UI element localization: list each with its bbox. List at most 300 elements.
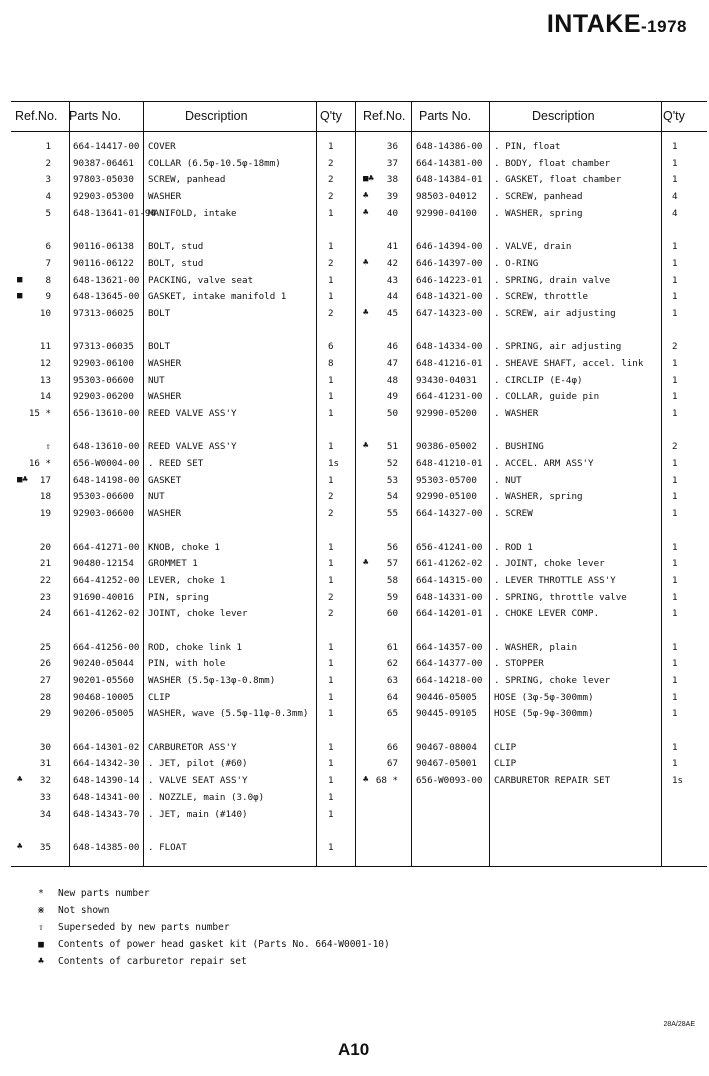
description: WASHER, wave (5.5φ-11φ-0.3mm) xyxy=(148,708,309,720)
part-number: 664-14381-00 xyxy=(416,157,483,169)
quantity: 1 xyxy=(672,291,678,303)
part-number: 90387-06461 xyxy=(73,157,134,169)
ref-number: 21 xyxy=(39,558,51,570)
marker: ♣ xyxy=(363,558,369,569)
part-number: 664-14218-00 xyxy=(416,675,483,686)
ref-number: 33 xyxy=(39,791,51,803)
part-number: 664-14301-02 xyxy=(73,741,140,753)
part-number: 664-14315-00 xyxy=(416,574,483,586)
quantity: 1 xyxy=(328,758,334,770)
quantity: 1 xyxy=(328,775,334,787)
description: . WASHER, plain xyxy=(494,641,577,653)
part-number: 92903-06600 xyxy=(73,508,134,520)
table-row xyxy=(11,756,707,773)
quantity: 1 xyxy=(672,257,678,269)
parts-table xyxy=(11,101,707,867)
description: HOSE (5φ-9φ-300mm) xyxy=(494,708,594,720)
description: NUT xyxy=(148,374,165,386)
description: . ACCEL. ARM ASS'Y xyxy=(494,458,594,470)
ref-number: 27 xyxy=(39,675,51,686)
part-number: 92990-04100 xyxy=(416,207,477,219)
part-number: 90467-08004 xyxy=(416,741,477,753)
part-number: 664-14377-00 xyxy=(416,658,483,670)
ref-number: 63 xyxy=(386,675,398,686)
part-number: 656-W0004-00 xyxy=(73,458,140,470)
table-row xyxy=(11,656,707,673)
marker: ♣ xyxy=(363,775,369,786)
description: . SPRING, drain valve xyxy=(494,274,611,286)
part-number: 90467-05001 xyxy=(416,758,477,770)
ref-number: 2 xyxy=(45,157,51,169)
part-number: 90201-05560 xyxy=(73,675,134,686)
description: . JET, pilot (#60) xyxy=(148,758,248,770)
ref-number: 42 xyxy=(386,257,398,269)
ref-number: 19 xyxy=(39,508,51,520)
part-number: 664-14357-00 xyxy=(416,641,483,653)
description: CARBURETOR ASS'Y xyxy=(148,741,237,753)
quantity: 2 xyxy=(328,608,334,620)
table-row xyxy=(11,406,707,423)
ref-number: 28 xyxy=(39,691,51,703)
part-number: 648-41210-01 xyxy=(416,458,483,470)
ref-number: 60 xyxy=(386,608,398,620)
description: NUT xyxy=(148,491,165,503)
legend-symbol: ♣ xyxy=(38,956,44,967)
quantity: 1 xyxy=(328,291,334,303)
table-row xyxy=(11,289,707,306)
ref-number: 30 xyxy=(39,741,51,753)
part-number: 648-14386-00 xyxy=(416,141,483,152)
ref-number: 1 xyxy=(45,141,51,152)
description: ROD, choke link 1 xyxy=(148,641,243,653)
description: . FLOAT xyxy=(148,841,187,853)
table-row xyxy=(11,439,707,456)
table-row xyxy=(11,373,707,390)
ref-number: 4 xyxy=(45,191,51,203)
ref-number: 46 xyxy=(386,341,398,353)
page-title: INTAKE-1978 xyxy=(546,10,687,38)
ref-number: 34 xyxy=(39,808,51,820)
quantity: 1 xyxy=(328,274,334,286)
description: BOLT xyxy=(148,341,171,353)
table-row xyxy=(11,139,707,156)
ref-number: 50 xyxy=(386,408,398,419)
ref-number: 12 xyxy=(39,357,51,369)
marker: ♣ xyxy=(17,775,23,786)
quantity: 1 xyxy=(328,574,334,586)
quantity: 8 xyxy=(328,357,334,369)
part-number: 648-14341-00 xyxy=(73,791,140,803)
legend-text: Contents of power head gasket kit (Parts No. 664-W0001-10) xyxy=(58,939,390,950)
quantity: 1 xyxy=(672,391,678,403)
marker: ■ xyxy=(17,274,23,285)
description: . SCREW, throttle xyxy=(494,291,589,303)
quantity: 1 xyxy=(672,508,678,520)
quantity: 1 xyxy=(328,641,334,653)
description: . SPRING, throttle valve xyxy=(494,591,627,603)
ref-number: 22 xyxy=(39,574,51,586)
part-number: 97803-05030 xyxy=(73,174,134,186)
quantity: 1 xyxy=(328,207,334,219)
description: GASKET, intake manifold 1 xyxy=(148,291,287,303)
description: . SPRING, choke lever xyxy=(494,675,611,686)
ref-number: 32 xyxy=(39,775,51,787)
quantity: 1 xyxy=(328,541,334,553)
description: BOLT, stud xyxy=(148,257,204,269)
description: . O-RING xyxy=(494,257,539,269)
description: CARBURETOR REPAIR SET xyxy=(494,775,611,787)
description: REED VALVE ASS'Y xyxy=(148,408,237,419)
description: KNOB, choke 1 xyxy=(148,541,220,553)
quantity: 4 xyxy=(672,207,678,219)
legend-symbol: ■ xyxy=(38,939,44,950)
part-number: 91690-40016 xyxy=(73,591,134,603)
description: . SPRING, air adjusting xyxy=(494,341,622,353)
quantity: 1 xyxy=(672,591,678,603)
description: LEVER, choke 1 xyxy=(148,574,226,586)
ref-number: 25 xyxy=(39,641,51,653)
part-number: 93430-04031 xyxy=(416,374,477,386)
legend-symbol: * xyxy=(38,888,44,899)
quantity: 1 xyxy=(672,141,678,152)
quantity: 4 xyxy=(672,191,678,203)
description: . CHOKE LEVER COMP. xyxy=(494,608,600,620)
marker: ♣ xyxy=(363,441,369,452)
marker: ♣ xyxy=(363,257,369,268)
table-row xyxy=(11,590,707,607)
quantity: 1 xyxy=(328,141,334,152)
legend-text: New parts number xyxy=(58,888,150,899)
header-desc-left: Description xyxy=(185,109,248,123)
part-number: 664-41256-00 xyxy=(73,641,140,653)
quantity: 2 xyxy=(328,157,334,169)
part-number: 98503-04012 xyxy=(416,191,477,203)
ref-number: 39 xyxy=(386,191,398,203)
part-number: 90116-06122 xyxy=(73,257,134,269)
quantity: 1 xyxy=(672,675,678,686)
part-number: 664-41271-00 xyxy=(73,541,140,553)
table-row xyxy=(11,540,707,557)
quantity: 1 xyxy=(672,608,678,620)
ref-number: 49 xyxy=(386,391,398,403)
description: . NOZZLE, main (3.0φ) xyxy=(148,791,265,803)
description: . WASHER, spring xyxy=(494,491,583,503)
part-number: 664-14327-00 xyxy=(416,508,483,520)
quantity: 1 xyxy=(328,841,334,853)
description: REED VALVE ASS'Y xyxy=(148,441,237,453)
marker: ♣ xyxy=(363,207,369,218)
ref-number: 35 xyxy=(39,841,51,853)
quantity: 1 xyxy=(328,675,334,686)
description: COVER xyxy=(148,141,176,152)
ref-number: 37 xyxy=(386,157,398,169)
ref-number: 56 xyxy=(386,541,398,553)
model-code: 28A/28AE xyxy=(663,1021,695,1028)
table-row xyxy=(11,273,707,290)
row-spacer xyxy=(11,323,707,340)
ref-number: 7 xyxy=(45,257,51,269)
page-number: A10 xyxy=(338,1040,370,1059)
description: GASKET xyxy=(148,474,182,486)
table-row xyxy=(11,706,707,723)
ref-number: 31 xyxy=(39,758,51,770)
part-number: 656-41241-00 xyxy=(416,541,483,553)
quantity: 1 xyxy=(672,491,678,503)
table-row xyxy=(11,556,707,573)
row-spacer xyxy=(11,723,707,740)
part-number: 664-14201-01 xyxy=(416,608,483,620)
ref-number: 66 xyxy=(386,741,398,753)
table-row xyxy=(11,673,707,690)
header-qty-left: Q'ty xyxy=(320,109,342,123)
quantity: 1 xyxy=(672,174,678,186)
quantity: 1 xyxy=(672,474,678,486)
ref-number: 59 xyxy=(386,591,398,603)
part-number: 647-14323-00 xyxy=(416,307,483,319)
description: WASHER xyxy=(148,508,182,520)
part-number: 92990-05200 xyxy=(416,408,477,419)
quantity: 1 xyxy=(672,274,678,286)
quantity: 1 xyxy=(328,474,334,486)
description: WASHER xyxy=(148,391,182,403)
ref-number: 52 xyxy=(386,458,398,470)
quantity: 1 xyxy=(328,658,334,670)
table-row xyxy=(11,840,707,857)
header-desc-right: Description xyxy=(532,109,595,123)
table-row xyxy=(11,206,707,223)
description: WASHER xyxy=(148,191,182,203)
table-row xyxy=(11,356,707,373)
table-row xyxy=(11,239,707,256)
legend-text: Contents of carburetor repair set xyxy=(58,956,247,967)
ref-number: 45 xyxy=(386,307,398,319)
ref-number: 57 xyxy=(386,558,398,570)
quantity: 2 xyxy=(328,307,334,319)
description: . SHEAVE SHAFT, accel. link xyxy=(494,357,644,369)
description: . BODY, float chamber xyxy=(494,157,611,169)
ref-number: 55 xyxy=(386,508,398,520)
quantity: 1 xyxy=(328,741,334,753)
quantity: 2 xyxy=(672,441,678,453)
quantity: 1 xyxy=(672,658,678,670)
table-row xyxy=(11,339,707,356)
part-number: 90116-06138 xyxy=(73,241,134,253)
quantity: 2 xyxy=(328,257,334,269)
marker: ♣ xyxy=(363,307,369,318)
part-number: 92990-05100 xyxy=(416,491,477,503)
part-number: 648-14385-00 xyxy=(73,841,140,853)
part-number: 646-14397-00 xyxy=(416,257,483,269)
ref-number: 10 xyxy=(39,307,51,319)
part-number: 648-41216-01 xyxy=(416,357,483,369)
part-number: 648-14390-14 xyxy=(73,775,140,787)
quantity: 1 xyxy=(672,307,678,319)
quantity: 2 xyxy=(328,191,334,203)
part-number: 92903-06200 xyxy=(73,391,134,403)
description: PIN, spring xyxy=(148,591,209,603)
marker: ■♣ xyxy=(17,474,28,485)
ref-number: 20 xyxy=(39,541,51,553)
header-ref-left: Ref.No. xyxy=(15,109,58,123)
ref-number: ⇧ xyxy=(45,441,51,453)
part-number: 648-14334-00 xyxy=(416,341,483,353)
ref-number: 18 xyxy=(39,491,51,503)
ref-number: 5 xyxy=(45,207,51,219)
ref-number: 64 xyxy=(386,691,398,703)
legend-text: Superseded by new parts number xyxy=(58,922,230,933)
table-row xyxy=(11,807,707,824)
ref-number: 26 xyxy=(39,658,51,670)
ref-number: 9 xyxy=(45,291,51,303)
part-number: 648-14331-00 xyxy=(416,591,483,603)
quantity: 2 xyxy=(672,341,678,353)
header-parts-left: Parts No. xyxy=(69,109,122,123)
quantity: 6 xyxy=(328,341,334,353)
table-row xyxy=(11,473,707,490)
description: PACKING, valve seat xyxy=(148,274,254,286)
quantity: 2 xyxy=(328,508,334,520)
row-spacer xyxy=(11,523,707,540)
table-row xyxy=(11,189,707,206)
quantity: 2 xyxy=(328,174,334,186)
ref-number: 15 * xyxy=(28,408,51,419)
quantity: 1 xyxy=(328,241,334,253)
table-row xyxy=(11,506,707,523)
description: . JOINT, choke lever xyxy=(494,558,605,570)
quantity: 1 xyxy=(672,241,678,253)
part-number: 90446-05005 xyxy=(416,691,477,703)
quantity: 1 xyxy=(328,808,334,820)
legend-symbol: ⋇ xyxy=(37,905,45,916)
description: GROMMET 1 xyxy=(148,558,198,570)
description: . GASKET, float chamber xyxy=(494,174,622,186)
ref-number: 47 xyxy=(386,357,398,369)
description: . REED SET xyxy=(148,458,204,470)
part-number: 664-41231-00 xyxy=(416,391,483,403)
part-number: 648-14198-00 xyxy=(73,474,140,486)
ref-number: 43 xyxy=(386,274,398,286)
description: PIN, with hole xyxy=(148,658,226,670)
part-number: 646-14394-00 xyxy=(416,241,483,253)
part-number: 648-13621-00 xyxy=(73,274,140,286)
header-qty-right: Q'ty xyxy=(663,109,685,123)
description: . NUT xyxy=(494,474,522,486)
table-row xyxy=(11,389,707,406)
part-number: 97313-06035 xyxy=(73,341,134,353)
quantity: 2 xyxy=(328,491,334,503)
description: . PIN, float xyxy=(494,141,561,152)
quantity: 1 xyxy=(672,458,678,470)
table-row xyxy=(11,456,707,473)
description: . SCREW, panhead xyxy=(494,191,583,203)
quantity: 1 xyxy=(328,408,334,419)
quantity: 1 xyxy=(672,741,678,753)
ref-number: 14 xyxy=(39,391,51,403)
part-number: 646-14223-01 xyxy=(416,274,483,286)
row-spacer xyxy=(11,623,707,640)
ref-number: 17 xyxy=(39,474,51,486)
right-parts-list xyxy=(11,139,707,790)
description: . WASHER, spring xyxy=(494,207,583,219)
quantity: 1 xyxy=(328,441,334,453)
part-number: 90480-12154 xyxy=(73,558,134,570)
quantity: 1s xyxy=(672,775,684,787)
part-number: 97313-06025 xyxy=(73,307,134,319)
table-row xyxy=(11,606,707,623)
part-number: 656-13610-00 xyxy=(73,408,140,419)
part-number: 92903-05300 xyxy=(73,191,134,203)
part-number: 90240-05044 xyxy=(73,658,134,670)
ref-number: 67 xyxy=(386,758,398,770)
quantity: 1 xyxy=(672,758,678,770)
ref-number: 44 xyxy=(386,291,398,303)
ref-number: 61 xyxy=(386,641,398,653)
description: WASHER (5.5φ-13φ-0.8mm) xyxy=(148,675,276,686)
description: . LEVER THROTTLE ASS'Y xyxy=(494,574,616,586)
quantity: 1 xyxy=(672,558,678,570)
part-number: 95303-06600 xyxy=(73,374,134,386)
part-number: 664-14417-00 xyxy=(73,141,140,152)
ref-number: 38 xyxy=(386,174,398,186)
quantity: 1 xyxy=(672,641,678,653)
quantity: 1 xyxy=(672,157,678,169)
quantity: 1 xyxy=(328,391,334,403)
marker: ■♣ xyxy=(363,174,374,185)
ref-number: 36 xyxy=(386,141,398,152)
part-number: 648-14343-70 xyxy=(73,808,140,820)
quantity: 1 xyxy=(328,708,334,720)
quantity: 1 xyxy=(672,374,678,386)
ref-number: 13 xyxy=(39,374,51,386)
ref-number: 58 xyxy=(386,574,398,586)
ref-number: 41 xyxy=(386,241,398,253)
quantity: 1s xyxy=(328,458,340,470)
ref-number: 48 xyxy=(386,374,398,386)
ref-number: 6 xyxy=(45,241,51,253)
marker: ■ xyxy=(17,291,23,302)
part-number: 90445-09105 xyxy=(416,708,477,720)
description: . COLLAR, guide pin xyxy=(494,391,600,403)
description: HOSE (3φ-5φ-300mm) xyxy=(494,691,594,703)
part-number: 661-41262-02 xyxy=(73,608,140,620)
description: . JET, main (#140) xyxy=(148,808,248,820)
description: CLIP xyxy=(494,741,517,753)
legend-text: Not shown xyxy=(58,905,110,916)
quantity: 1 xyxy=(672,574,678,586)
quantity: 1 xyxy=(328,374,334,386)
table-header xyxy=(11,102,707,132)
legend-symbol: ⇧ xyxy=(38,922,44,933)
description: . BUSHING xyxy=(494,441,544,453)
quantity: 1 xyxy=(328,558,334,570)
description: BOLT xyxy=(148,307,171,319)
part-number: 648-14321-00 xyxy=(416,291,483,303)
row-spacer xyxy=(11,423,707,440)
ref-number: 24 xyxy=(39,608,51,620)
description: MANIFOLD, intake xyxy=(148,207,237,219)
table-row xyxy=(11,256,707,273)
description: . ROD 1 xyxy=(494,541,533,553)
description: . STOPPER xyxy=(494,658,544,670)
table-row xyxy=(11,306,707,323)
table-row xyxy=(11,740,707,757)
table-row xyxy=(11,573,707,590)
description: SCREW, panhead xyxy=(148,174,226,186)
description: . CIRCLIP (E-4φ) xyxy=(494,374,583,386)
description: BOLT, stud xyxy=(148,241,204,253)
part-number: 90386-05002 xyxy=(416,441,477,453)
description: . WASHER xyxy=(494,408,539,419)
